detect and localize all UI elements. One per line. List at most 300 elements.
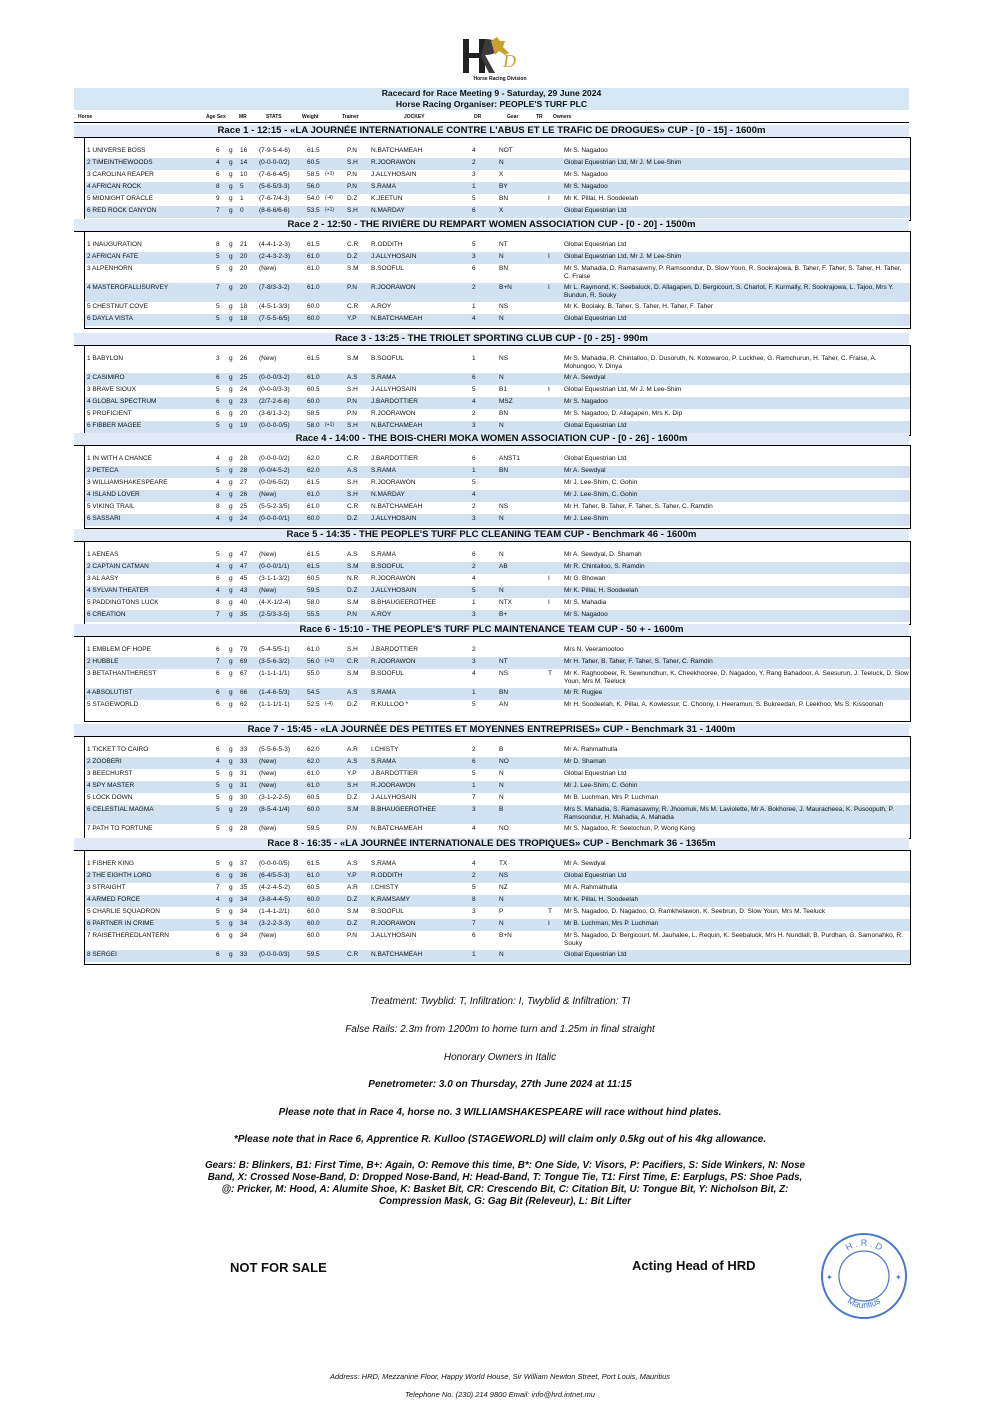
- runner-wt: 60.0: [307, 398, 320, 405]
- runner-own: Mr S. Nagadoo, R. Seelochun, P. Wong Keng: [564, 825, 695, 832]
- runner-row: [85, 182, 910, 194]
- runner-wt: 61.5: [307, 860, 320, 867]
- runner-wt: 56.0: [307, 658, 320, 665]
- runner-wt: 60.0: [307, 932, 320, 939]
- runner-wt: 60.0: [307, 908, 320, 915]
- runner-horse: 8 SERGEI: [87, 951, 117, 958]
- col-weight: Weight: [302, 114, 319, 120]
- runner-age: 5: [216, 825, 220, 832]
- runner-horse: 1 INAUGURATION: [87, 241, 142, 248]
- runner-own: Global Equestrian Ltd, Mr J. M Lee-Shim: [564, 159, 682, 166]
- runner-tr: A.S: [347, 551, 358, 558]
- runner-dr: 7: [472, 794, 476, 801]
- runner-own: Global Equestrian Ltd: [564, 315, 627, 322]
- runner-mr: 66: [240, 689, 248, 696]
- runner-row: [85, 550, 910, 562]
- runner-age: 6: [216, 872, 220, 879]
- runner-tx: I: [548, 253, 550, 260]
- runner-dr: 3: [472, 611, 476, 618]
- runner-jk: R.JOORAWON: [371, 284, 416, 291]
- runner-stats: (7-6-7/4-3): [259, 195, 290, 202]
- runner-age: 4: [216, 515, 220, 522]
- runner-wt: 54.0: [307, 195, 320, 202]
- runner-wt: 58.0: [307, 599, 320, 606]
- runner-gear: NS: [499, 872, 509, 879]
- runner-gear: NO: [499, 825, 509, 832]
- runner-stats: (0-0-0-0/1): [259, 515, 290, 522]
- runner-wt: 59.5: [307, 587, 320, 594]
- runner-dr: 5: [472, 884, 476, 891]
- runner-own: Global Equestrian Ltd: [564, 207, 627, 214]
- runner-horse: 5 LOCK DOWN: [87, 794, 133, 801]
- runner-sex: g: [229, 355, 233, 362]
- column-header: [74, 112, 909, 123]
- runner-row: [85, 781, 910, 793]
- runner-stats: (New): [259, 551, 277, 558]
- runner-tr: C.R: [347, 455, 359, 462]
- runner-horse: 2 ZOOBERI: [87, 758, 122, 765]
- runner-mr: 35: [240, 884, 248, 891]
- runner-age: 8: [216, 241, 220, 248]
- runner-mr: 79: [240, 646, 248, 653]
- runner-own: Mr S. Nagadoo, D. Nagadoo, O. Ramkhelawon, K. Seebrun, D. Slow Youn, Mrs M. Teeluck: [564, 908, 826, 915]
- runner-age: 5: [216, 386, 220, 393]
- runners-table: [84, 445, 911, 529]
- race-title: Race 8 - 16:35 - «LA JOURNÉE INTERNATIONALE DES TROPIQUES» CUP - Benchmark 36 - 1365m: [74, 838, 909, 851]
- runner-mr: 20: [240, 410, 248, 417]
- runner-tr: P.N: [347, 147, 357, 154]
- runner-gear: X: [499, 207, 504, 214]
- runner-gear: NS: [499, 355, 509, 362]
- runner-wt: 60.5: [307, 884, 320, 891]
- runner-own: Mr A. Sewdyal, D. Shamah: [564, 551, 642, 558]
- runner-age: 5: [216, 920, 220, 927]
- runner-dr: 2: [472, 410, 476, 417]
- runner-mr: 30: [240, 794, 248, 801]
- runner-dr: 6: [472, 932, 476, 939]
- runner-sex: g: [229, 398, 233, 405]
- runner-dr: 4: [472, 491, 476, 498]
- runner-sex: g: [229, 884, 233, 891]
- runner-sex: g: [229, 265, 233, 272]
- runner-horse: 6 CELESTIAL MAGMA: [87, 806, 154, 813]
- runner-mr: 34: [240, 908, 248, 915]
- false-rails-note: False Rails: 2.3m from 1200m to home turn and 1.25m in final straight: [345, 1024, 655, 1035]
- runner-horse: 2 AFRICAN FATE: [87, 253, 139, 260]
- runner-tr: C.R: [347, 951, 359, 958]
- runner-row: [85, 586, 910, 598]
- runner-row: [85, 562, 910, 574]
- runner-own: Global Equestrian Ltd, Mr J. M Lee-Shim: [564, 253, 682, 260]
- runner-tr: D.Z: [347, 701, 358, 708]
- runner-own: Mr J. Lee-Shim: [564, 515, 609, 522]
- runner-jk: N.BATCHAMEAH: [371, 315, 423, 322]
- runner-row: [85, 950, 910, 962]
- runner-tr: P.N: [347, 410, 357, 417]
- runner-stats: (7-5-5-6/5): [259, 315, 290, 322]
- runner-age: 5: [216, 806, 220, 813]
- runner-sex: g: [229, 253, 233, 260]
- runner-wt: 61.5: [307, 563, 320, 570]
- runner-gear: NT: [499, 241, 508, 248]
- runner-jk: B.BHAUGEEROTHEE: [371, 806, 437, 813]
- runner-tr: P.N: [347, 825, 357, 832]
- runner-own: Mr K. Pillai, H. Soodeelah: [564, 896, 639, 903]
- runner-age: 6: [216, 701, 220, 708]
- runner-own: Mr S. Nagadoo: [564, 183, 608, 190]
- runner-stats: (New): [259, 491, 277, 498]
- runner-horse: 2 THE EIGHTH LORD: [87, 872, 152, 879]
- runner-gear: N: [499, 315, 504, 322]
- runner-gear: B: [499, 806, 504, 813]
- runner-stats: (New): [259, 782, 277, 789]
- runner-stats: (New): [259, 758, 277, 765]
- runner-dr: 3: [472, 908, 476, 915]
- runners-table: [84, 850, 911, 965]
- runner-dr: 5: [472, 386, 476, 393]
- runner-own: Global Equestrian Ltd, Mr J. M Lee-Shim: [564, 386, 682, 393]
- runner-mr: 33: [240, 746, 248, 753]
- race-section: [74, 219, 909, 322]
- runner-stats: (8-6-6/6-6): [259, 207, 290, 214]
- runner-wt: 53.5: [307, 207, 320, 214]
- runner-stats: (3-8-4-4-5): [259, 896, 291, 903]
- runner-stats: (0-0-0/3-3): [259, 386, 290, 393]
- race-title: Race 1 - 12:15 - «LA JOURNÉE INTERNATIONALE CONTRE L'ABUS ET LE TRAFIC DE DROGUES» CUP - [0 - 15] - 1600m: [74, 125, 909, 138]
- runner-gear: N: [499, 515, 504, 522]
- runner-row: [85, 421, 910, 433]
- race-title: Race 5 - 14:35 - THE PEOPLE'S TURF PLC CLEANING TEAM CUP - Benchmark 46 - 1600m: [74, 529, 909, 542]
- runner-gear: B+N: [499, 932, 512, 939]
- runner-own: Mr H. Taher, B. Taher, F. Taher, S. Taher, C. Ramdin: [564, 658, 713, 665]
- runner-sex: g: [229, 284, 233, 291]
- runner-horse: 2 PETECA: [87, 467, 119, 474]
- runner-row: [85, 645, 910, 657]
- stamp-bottom-text: Mauritius: [845, 1295, 883, 1311]
- runner-age: 4: [216, 455, 220, 462]
- runner-jk: R.KULLOO *: [371, 701, 409, 708]
- runner-gear: N: [499, 951, 504, 958]
- runner-dr: 5: [472, 195, 476, 202]
- runner-age: 5: [216, 908, 220, 915]
- runner-gear: NT: [499, 658, 508, 665]
- runner-age: 6: [216, 951, 220, 958]
- runner-stats: (3-6/1-3-2): [259, 410, 290, 417]
- runner-jk: R.JOORAWON: [371, 159, 416, 166]
- runner-mr: 69: [240, 658, 248, 665]
- phone-line: Telephone No. (230) 214 9800 Email: info@hrd.intnet.mu: [405, 1390, 595, 1399]
- runner-dr: 4: [472, 860, 476, 867]
- runner-sex: g: [229, 467, 233, 474]
- col-age-sex: Age Sex: [206, 114, 226, 120]
- runner-wt: 60.5: [307, 575, 320, 582]
- runner-tr: Y.P: [347, 770, 357, 777]
- runner-wt: 61.0: [307, 503, 320, 510]
- runner-row: [85, 745, 910, 757]
- runner-gear: BN: [499, 689, 509, 696]
- runner-gear: BY: [499, 183, 508, 190]
- runner-jk: I.CHISTY: [371, 746, 399, 753]
- runner-horse: 1 AENEAS: [87, 551, 119, 558]
- runner-sex: g: [229, 658, 233, 665]
- runner-jk: R.JOORAWON: [371, 920, 416, 927]
- runner-jk: N.BATCHAMEAH: [371, 422, 423, 429]
- runner-wt: 52.5: [307, 701, 320, 708]
- runner-mr: 0: [240, 207, 244, 214]
- runner-row: [85, 805, 910, 824]
- runner-sex: g: [229, 491, 233, 498]
- runner-tr: A.S: [347, 860, 358, 867]
- runner-dr: 6: [472, 758, 476, 765]
- runner-stats: (0-0-0-0/2): [259, 455, 290, 462]
- runner-horse: 1 TICKET TO CAIRO: [87, 746, 149, 753]
- runner-age: 6: [216, 410, 220, 417]
- runner-sex: g: [229, 746, 233, 753]
- runner-stats: (New): [259, 355, 277, 362]
- runner-own: Mr S. Nagadoo: [564, 147, 608, 154]
- runner-sex: g: [229, 689, 233, 696]
- runner-stats: (0-0-0-0/2): [259, 159, 290, 166]
- runner-gear: ANST1: [499, 455, 520, 462]
- runner-stats: (2/7-2-6-6): [259, 398, 290, 405]
- runner-tr: D.Z: [347, 896, 358, 903]
- race4-note: Please note that in Race 4, horse no. 3 WILLIAMSHAKESPEARE will race without hind plates.: [278, 1107, 722, 1118]
- not-for-sale: NOT FOR SALE: [230, 1260, 327, 1275]
- address-line: Address: HRD, Mezzanine Floor, Happy World House, Sir William Newton Street, Port Louis, Mauritius: [329, 1372, 671, 1381]
- runner-age: 8: [216, 183, 220, 190]
- runner-age: 5: [216, 782, 220, 789]
- col-owners: Owners: [553, 114, 572, 120]
- organiser-line: Horse Racing Organiser: PEOPLE'S TURF PLC: [395, 98, 588, 109]
- runner-gear: NOT: [499, 147, 513, 154]
- race-section: [74, 529, 909, 618]
- runner-sex: g: [229, 171, 233, 178]
- runner-tr: C.R: [347, 658, 359, 665]
- runners-table: [84, 231, 911, 329]
- runner-mr: 31: [240, 782, 248, 789]
- runner-jk: R.JOORAWON: [371, 575, 416, 582]
- runner-horse: 6 SASSARI: [87, 515, 121, 522]
- runner-horse: 5 MIDNIGHT ORACLE: [87, 195, 153, 202]
- runner-stats: (7-9-5-4-6): [259, 147, 291, 154]
- runner-wt: 58.0: [307, 422, 320, 429]
- runner-dr: 2: [472, 746, 476, 753]
- runner-tr: P.N: [347, 398, 357, 405]
- runner-dr: 2: [472, 284, 476, 291]
- honorary-owners-note: Honorary Owners in Italic: [443, 1052, 557, 1063]
- runner-horse: 4 ISLAND LOVER: [87, 491, 140, 498]
- runner-tr: A.S: [347, 689, 358, 696]
- runner-horse: 2 TIMEINTHEWOODS: [87, 159, 153, 166]
- runner-row: [85, 907, 910, 919]
- runner-sex: g: [229, 599, 233, 606]
- runner-jk: R.ODDITH: [371, 241, 403, 248]
- runner-stats: (4-2-4-5-2): [259, 884, 291, 891]
- runner-mr: 31: [240, 770, 248, 777]
- runner-age: 6: [216, 646, 220, 653]
- racecard-title: Racecard for Race Meeting 9 - Saturday, 29 June 2024: [381, 88, 602, 98]
- runner-mr: 34: [240, 896, 248, 903]
- runner-jk: J.ALLYHOSAIN: [371, 171, 417, 178]
- runner-wt: 55.0: [307, 670, 320, 677]
- runner-stats: (0-0-0-0/3): [259, 951, 290, 958]
- runner-mr: 5: [240, 183, 244, 190]
- runner-wt: 60.5: [307, 794, 320, 801]
- runner-tr: D.Z: [347, 195, 358, 202]
- runner-row: [85, 824, 910, 836]
- runner-tr: D.Z: [347, 515, 358, 522]
- runners-table: [84, 345, 911, 436]
- runner-jk: A.ROY: [371, 303, 392, 310]
- runner-dr: 6: [472, 207, 476, 214]
- race-section: [74, 838, 909, 958]
- runner-age: 4: [216, 563, 220, 570]
- col-tr: TR: [536, 114, 543, 120]
- runner-claim: (+1): [325, 658, 335, 664]
- runner-own: Mr A. Sewdyal: [564, 374, 606, 381]
- runner-row: [85, 574, 910, 586]
- runner-dr: 6: [472, 455, 476, 462]
- runner-jk: N.MARDAY: [371, 491, 405, 498]
- runner-age: 4: [216, 479, 220, 486]
- runner-mr: 10: [240, 171, 248, 178]
- runner-horse: 5 PADDINGTONS LUCK: [87, 599, 159, 606]
- runner-horse: 2 HUBBLE: [87, 658, 119, 665]
- runner-own: Mrs N. Veeramootoo: [564, 646, 624, 653]
- runner-gear: N: [499, 159, 504, 166]
- runner-gear: N: [499, 551, 504, 558]
- runner-wt: 61.5: [307, 241, 320, 248]
- runner-jk: J.BARDOTTIER: [371, 455, 418, 462]
- runner-horse: 5 CHARLIE SQUADRON: [87, 908, 160, 915]
- runner-stats: (7-8/3-3-2): [259, 284, 290, 291]
- runner-stats: (3-5-6-3/2): [259, 658, 290, 665]
- runner-stats: (New): [259, 265, 277, 272]
- runner-row: [85, 158, 910, 170]
- runner-dr: 4: [472, 670, 476, 677]
- runner-wt: 61.5: [307, 147, 320, 154]
- runner-dr: 3: [472, 422, 476, 429]
- runner-wt: 61.5: [307, 479, 320, 486]
- runner-mr: 20: [240, 284, 248, 291]
- runner-own: Mr J. Lee-Shim, C. Gohin: [564, 782, 638, 789]
- runner-own: Mr K. Pillai, H. Soodeelah: [564, 195, 639, 202]
- runner-sex: g: [229, 503, 233, 510]
- runner-tr: C.R: [347, 241, 359, 248]
- runner-horse: 1 UNIVERSE BOSS: [87, 147, 146, 154]
- runner-dr: 3: [472, 658, 476, 665]
- race-title: Race 6 - 15:10 - THE PEOPLE'S TURF PLC MAINTENANCE TEAM CUP - 50 + - 1600m: [74, 624, 909, 637]
- runner-row: [85, 170, 910, 182]
- runner-own: Mr A. Sewdyal: [564, 467, 606, 474]
- runner-wt: 60.0: [307, 515, 320, 522]
- runner-wt: 60.5: [307, 386, 320, 393]
- runner-tr: S.M: [347, 806, 359, 813]
- runner-age: 8: [216, 599, 220, 606]
- runner-jk: S.RAMA: [371, 758, 396, 765]
- runner-dr: 6: [472, 374, 476, 381]
- runner-gear: B+: [499, 611, 508, 618]
- runner-wt: 61.0: [307, 491, 320, 498]
- runner-gear: B1: [499, 386, 507, 393]
- runner-age: 6: [216, 746, 220, 753]
- runner-sex: g: [229, 575, 233, 582]
- runner-mr: 24: [240, 386, 248, 393]
- runner-stats: (0-0/4-5-2): [259, 467, 290, 474]
- runner-dr: 4: [472, 315, 476, 322]
- runner-sex: g: [229, 241, 233, 248]
- runner-jk: B.SOOFUL: [371, 563, 404, 570]
- runner-tr: P.N: [347, 183, 357, 190]
- runner-wt: 60.0: [307, 806, 320, 813]
- runner-gear: NO: [499, 758, 509, 765]
- runner-claim: (+1): [325, 207, 335, 213]
- runner-wt: 58.5: [307, 410, 320, 417]
- runner-dr: 5: [472, 479, 476, 486]
- runner-dr: 1: [472, 467, 476, 474]
- runner-row: [85, 490, 910, 502]
- runner-sex: g: [229, 551, 233, 558]
- runner-wt: 60.5: [307, 159, 320, 166]
- runner-own: Mr S. Mahadia, D. Ramasawmy, P. Ramsoondur, D. Slow Youn, R. Sookrajowa, B. Taher, F. Taher, S. Taher, H. Taher, C. Fraise: [564, 265, 902, 280]
- runner-dr: 3: [472, 171, 476, 178]
- runner-gear: N: [499, 896, 504, 903]
- runner-stats: (0-0-0/3-2): [259, 374, 290, 381]
- runner-age: 4: [216, 587, 220, 594]
- runner-sex: g: [229, 303, 233, 310]
- runner-tr: P.N: [347, 932, 357, 939]
- runner-mr: 14: [240, 159, 248, 166]
- runner-own: Global Equestrian Ltd: [564, 422, 627, 429]
- runner-gear: X: [499, 171, 504, 178]
- runner-stats: (5-6-5/3-3): [259, 183, 290, 190]
- runner-row: [85, 466, 910, 478]
- race-title: Race 3 - 13:25 - THE TRIOLET SPORTING CLUB CUP - [0 - 25] - 990m: [74, 333, 909, 346]
- runner-horse: 3 CAROLINA REAPER: [87, 171, 154, 178]
- runner-tr: P.N: [347, 611, 357, 618]
- runner-row: [85, 657, 910, 669]
- runner-dr: 3: [472, 253, 476, 260]
- runner-tr: D.Z: [347, 587, 358, 594]
- col-trainer: Trainer: [342, 114, 359, 120]
- runner-sex: g: [229, 422, 233, 429]
- runner-sex: g: [229, 386, 233, 393]
- runner-age: 4: [216, 491, 220, 498]
- runner-jk: S.RAMA: [371, 860, 396, 867]
- runner-mr: 27: [240, 479, 248, 486]
- runner-jk: J.ALLYHOSAIN: [371, 794, 417, 801]
- runner-horse: 1 EMBLEM OF HOPE: [87, 646, 151, 653]
- runner-age: 6: [216, 171, 220, 178]
- runner-mr: 40: [240, 599, 248, 606]
- runner-horse: 3 STRAIGHT: [87, 884, 126, 891]
- runner-tr: P.N: [347, 284, 357, 291]
- runner-wt: 61.5: [307, 551, 320, 558]
- race-section: [74, 624, 909, 708]
- runner-jk: B.SOOFUL: [371, 908, 404, 915]
- runner-claim: (+1): [325, 171, 335, 177]
- runner-stats: (5-5-2-3/5): [259, 503, 290, 510]
- runner-tr: C.R: [347, 303, 359, 310]
- runner-jk: J.ALLYHOSAIN: [371, 386, 417, 393]
- runner-own: Mr R. Chintalloo, S. Ramdin: [564, 563, 645, 570]
- runner-row: [85, 397, 910, 409]
- runner-mr: 33: [240, 951, 248, 958]
- runner-horse: 3 ALPENHORN: [87, 265, 133, 272]
- runner-mr: 24: [240, 515, 248, 522]
- runner-mr: 47: [240, 551, 248, 558]
- runner-wt: 59.5: [307, 951, 320, 958]
